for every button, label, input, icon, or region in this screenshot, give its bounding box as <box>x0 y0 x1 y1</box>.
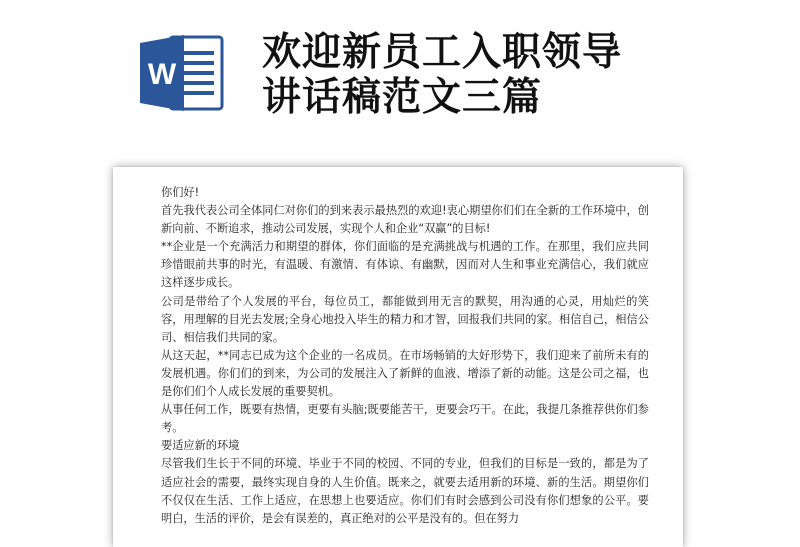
paragraph-adapt: 尽管我们生长于不同的环境、毕业于不同的校园、不同的专业，但我们的目标是一致的，都是为了适应社会的需要，最终实现自身的人生价值。既来之，就要去适用新的环境、新的生活。期望你们不仅仅在生活、工作上适应，在思想上也要适应。你们们有时会感到公司没有你们想象的公平。要明白，生活的评价，是会有误差的，真正绝对的公平是没有的。但在努力 <box>161 457 649 525</box>
page-title <box>262 30 782 120</box>
paragraph-welcome: 首先我代表公司全体同仁对你们的到来表示最热烈的欢迎!衷心期望你们们在全新的工作环境中，创新向前、不断追求，推动公司发展，实现个人和企业“双赢”的目标! <box>161 204 649 236</box>
word-document-icon <box>138 33 228 113</box>
section-heading-adapt: 要适应新的环境 <box>161 439 240 453</box>
paragraph-from-today: 从这天起，**同志已成为这个企业的一名成员。在市场畅销的大好形势下，我们迎来了前所未有的发展机遇。你们们的到来，为公司的发展注入了新鲜的血液、增添了新的动能。这是公司之福，也是你们们个人成长发展的重要契机。 <box>161 348 649 399</box>
paragraph-suggestions: 从事任何工作，既要有热情，更要有头脑;既要能苦干，更要会巧干。在此，我提几条推荐供你们参考。 <box>161 403 649 435</box>
document-page <box>113 167 683 547</box>
paragraph-enterprise: **企业是一个充满活力和期望的群体，你们面临的是充满挑战与机遇的工作。在那里，我们应共同珍惜眼前共事的时光，有温暖、有激情、有体谅、有幽默，因而对人生和事业充满信心，我们就应这样逐步成长。 <box>161 240 649 290</box>
svg-text:W: W <box>147 58 177 91</box>
title-line-1: 欢迎新员工入职领导 <box>262 30 623 75</box>
paragraph-platform: 公司是带给了个人发展的平台，每位员工，都能做到用无言的默契，用沟通的心灵，用灿烂的笑容，用理解的目光去发展;全身心地投入毕生的精力和才智，回报我们共同的家。相信自己，相信公司、相信我们共同的家。 <box>161 294 649 344</box>
document-body <box>161 184 649 528</box>
paragraph-greeting: 你们好! <box>161 186 200 199</box>
header <box>0 0 800 150</box>
title-line-2: 讲话稿范文三篇 <box>262 75 543 120</box>
